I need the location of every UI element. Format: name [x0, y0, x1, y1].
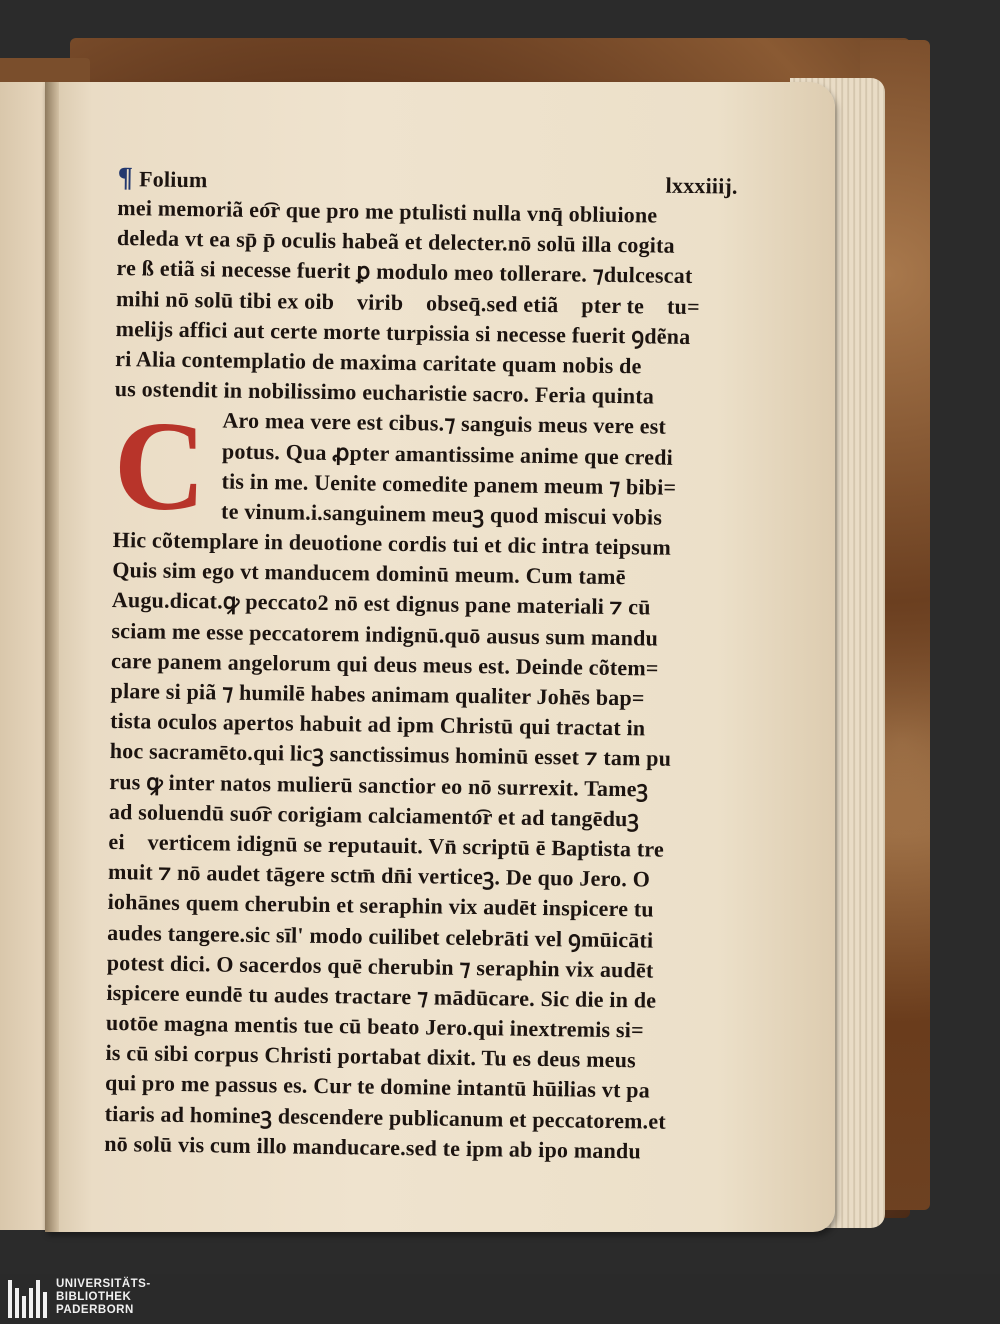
page-gutter: [45, 82, 59, 1232]
library-name-line2: BIBLIOTHEK: [56, 1291, 132, 1303]
text-line: tis in me. Uenite comedite panem meum ⁊ bibi=: [221, 468, 677, 500]
library-name-line1: UNIVERSITÄTS-: [56, 1278, 151, 1290]
text-line: ri Alia contemplatio de maxima caritate quam nobis de: [115, 345, 642, 379]
library-name: [56, 1278, 151, 1317]
text-line: Hic cõtemplare in deuotione cordis tui et dic intra teipsum: [112, 527, 672, 560]
text-line: care panem angelorum qui deus meus est. Deinde cõtem=: [110, 647, 659, 681]
text-line: sciam me esse peccatorem indignū.quō ausus sum mandu: [111, 617, 659, 651]
text-line: is cū sibi corpus Christi portabat dixit. Tu es deus meus: [105, 1040, 637, 1073]
library-footer: [0, 1274, 1000, 1324]
text-line: muit ⁊ nō audet tāgere sctm̄ dn̄i verticeꝫ. De quo Jero. O: [107, 859, 651, 892]
folium-label: [118, 163, 208, 194]
text-line: tista oculos apertos habuit ad ipm Christū qui tractat in: [110, 708, 646, 741]
text-line: hoc sacramēto.qui licꝫ sanctissimus hominū esset ⁊ tam pu: [109, 738, 672, 772]
paragraph-top: [115, 193, 738, 413]
text-line: rus ꝙ inter natos mulierū sanctior eo nō surrexit. Tameꝫ: [109, 768, 649, 802]
text-line: deleda vt ea sp̄ p̄ oculis habeã et delecter.nō solū illa cogita: [116, 225, 675, 258]
text-line: mei memoriã eo͡r que pro me ptulisti nulla vnq̄ obliuione: [117, 194, 658, 228]
text-line: ei᷒ verticem idignū se reputauit. Vn̄ scriptū ē Baptista tre: [108, 828, 665, 862]
left-cover-corner: [0, 58, 90, 82]
text-line: qui pro me passus es. Cur te domine intantū hūilias vt pa: [104, 1070, 651, 1103]
text-line: us ostendit in nobilissimo eucharistie sacro. Feria quinta: [114, 376, 655, 409]
text-line: melijs affici aut certe morte turpissia si necesse fuerit ꝯdẽna: [115, 315, 691, 349]
text-line: potest dici. O sacerdos quē cherubin ⁊ seraphin vix audēt: [106, 949, 654, 983]
initial-paragraph: [112, 394, 735, 538]
text-line: Augu.dicat.ꝙ peccato2 nō est dignus pane materiali ⁊ cū: [111, 587, 651, 620]
text-line: ad soluendū suo͡r corigiam calciamento͡r et ad tangēduꝫ: [108, 798, 640, 832]
text-line: potus. Qua ꝓpter amantissime anime que credi: [221, 437, 674, 470]
text-line: plare si piã ⁊ humilē habes animam qualiter Johēs bap=: [110, 677, 645, 711]
text-line: audes tangere.sic sīl' modo cuilibet celebrāti vel ꝯmūicāti: [107, 919, 654, 953]
library-name-line3: PADERBORN: [56, 1304, 134, 1316]
text-line: mihi nō solū tibi ex oib᷒ virib᷒ obseq̄.sed etiã ꝓpter te ꝑtu=: [115, 285, 700, 319]
paragraph-body: [104, 525, 733, 1168]
text-line: Aro mea vere est cibus.⁊ sanguis meus vere est: [222, 407, 667, 439]
folio-number: lxxxiiij.: [665, 172, 738, 199]
library-logo-icon: [8, 1280, 50, 1318]
text-line: re ß etiã si necesse fuerit ꝑ modulo meo tollerare. ⁊dulcescat: [116, 255, 693, 289]
decorated-initial: C: [112, 394, 208, 538]
text-line: nō solū vis cum illo manducare.sed te ipm ab ipo mandu: [104, 1130, 642, 1164]
page-text: [104, 163, 738, 1168]
text-line: Quis sim ego vt manducem dominū meum. Cum tamē: [112, 557, 626, 590]
pilcrow-icon: ¶: [117, 162, 134, 194]
text-line: iohānes quem cherubin et seraphin vix audēt inspicere tu: [107, 889, 654, 922]
text-line: uotōe magna mentis tue cū beato Jero.qui inextremis si=: [105, 1009, 644, 1043]
folium-word: Folium: [138, 166, 208, 193]
text-line: tiaris ad homineꝫ descendere publicanum et peccatorem.et: [104, 1100, 667, 1134]
text-line: ispicere eundē tu audes tractare ⁊ mādūcare. Sic die in de: [106, 979, 657, 1013]
text-line: te vinum.i.sanguinem meuꝫ quod miscui vobis: [220, 498, 663, 530]
